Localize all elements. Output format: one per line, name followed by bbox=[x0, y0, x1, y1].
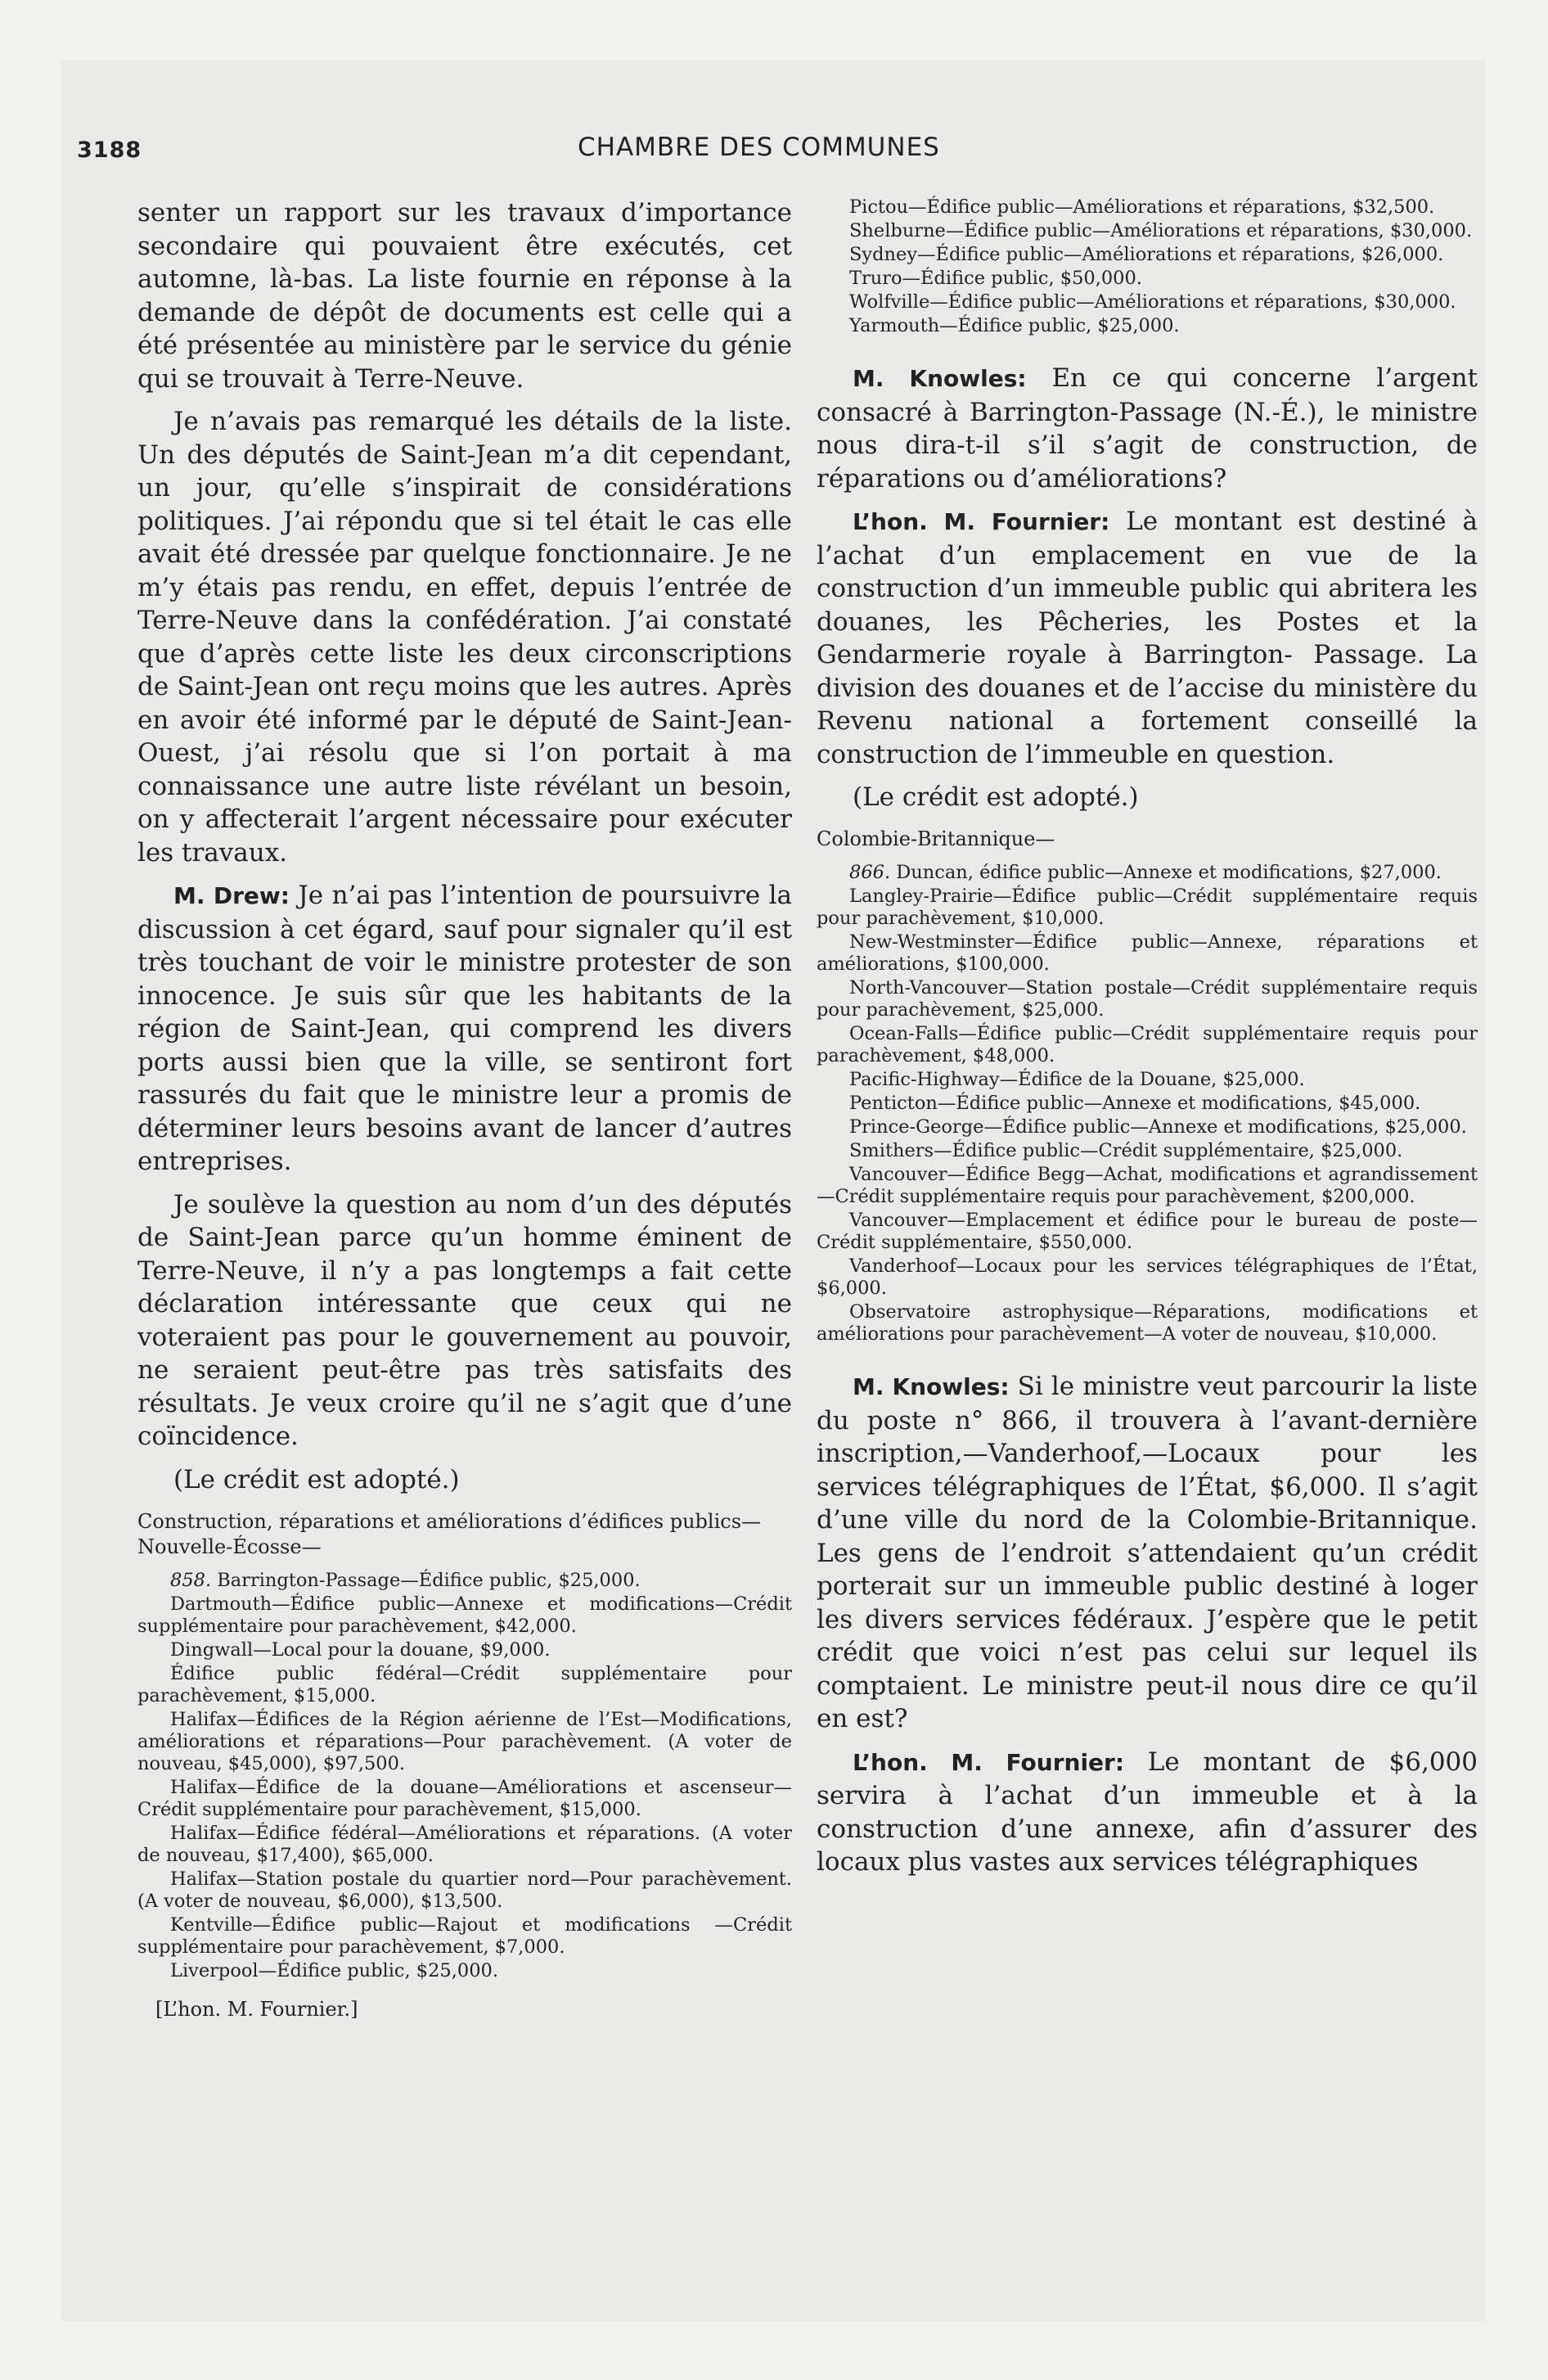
item-number: 866. bbox=[849, 862, 891, 883]
paragraph: senter un rapport sur les travaux d’importance secondaire qui pouvaient être exécutés, cet automne, là-bas. La liste fournie en réponse à la demande de dépôt de documents est celle qui a été présentée au ministère par le service du génie qui se trouvait à Terre-Neuve. bbox=[137, 198, 792, 394]
speaker-name: L’hon. M. Fournier: bbox=[853, 1748, 1125, 1776]
estimate-entry: Wolfville—Édifice public—Améliorations et réparations, $30,000. bbox=[849, 291, 1456, 313]
speaker-name: M. Knowles: bbox=[853, 365, 1027, 392]
estimate-entry: New-Westminster—Édifice public—Annexe, réparations et améliorations, $100,000. bbox=[817, 931, 1478, 975]
estimate-entry: Liverpool—Édifice public, $25,000. bbox=[170, 1959, 499, 1981]
estimate-entry: Halifax—Édifice de la douane—Améliorations et ascenseur—Crédit supplémentaire pour parachèvement, $15,000. bbox=[137, 1776, 792, 1820]
speech-text: Le montant de $6,000 servira à l’achat d’un immeuble et à la construction d’une annexe, afin d’assurer des locaux plus vastes aux services télégraphiques bbox=[817, 1747, 1478, 1877]
paragraph: Je soulève la question au nom d’un des députés de Saint-Jean parce qu’un homme éminent de Terre-Neuve, il n’y a pas longtemps a fait cette déclaration intéressante que ceux qui ne voteraient pas pour le gouvernement au pouvoir, ne seraient peut-être pas très satisfaits des résultats. Je veux croire qu’il ne s’agit que d’une coïncidence. bbox=[137, 1189, 792, 1451]
speaker-name: L’hon. M. Fournier: bbox=[853, 508, 1110, 535]
speech-text: Je n’ai pas l’intention de poursuivre la discussion à cet égard, sauf pour signaler qu’il est très touchant de voir le ministre protester de son innocence. Je suis sûr que les habitants de la région de Saint-Jean, qui comprend les divers ports aussi bien que la ville, se sentiront fort rassurés du fait que le ministre leur a promis de déterminer leurs besoins avant de lancer d’autres entreprises. bbox=[137, 881, 792, 1176]
paragraph: Je n’avais pas remarqué les détails de la liste. Un des députés de Saint-Jean m’a dit cependant, un jour, qu’elle s’inspirait de considérations politiques. J’ai répondu que si tel était le cas elle avait été dressée par quelque fonctionnaire. Je ne m’y étais pas rendu, en effet, depuis l’entrée de Terre-Neuve dans la confédération. J’ai constaté que d’après cette liste les deux circonscriptions de Saint-Jean ont reçu moins que les autres. Après en avoir été informé par le député de Saint-Jean-Ouest, j’ai résolu que si l’on portait à ma connaissance une autre liste révélant un besoin, on y affecterait l’argent nécessaire pour exécuter les travaux. bbox=[137, 407, 792, 868]
estimate-item bbox=[137, 1570, 792, 1592]
estimate-entry: Dartmouth—Édifice public—Annexe et modifications—Crédit supplémentaire pour parachèvement, $42,000. bbox=[137, 1593, 792, 1637]
estimate-entry: Langley-Prairie—Édifice public—Crédit supplémentaire requis pour parachèvement, $10,000. bbox=[817, 886, 1478, 929]
running-title: CHAMBRE DES COMMUNES bbox=[578, 133, 940, 162]
speech-knowles bbox=[817, 1370, 1478, 1736]
speech-fournier bbox=[817, 1746, 1478, 1879]
section-heading: Colombie-Britannique— bbox=[817, 827, 1055, 850]
vote-adopted-note: (Le crédit est adopté.) bbox=[173, 1464, 460, 1494]
estimate-entry: Observatoire astrophysique—Réparations, modifications et améliorations pour parachèvement—A voter de nouveau, $10,000. bbox=[817, 1301, 1478, 1345]
estimate-entry: Pictou—Édifice public—Améliorations et réparations, $32,500. bbox=[849, 196, 1435, 218]
estimate-entry: North-Vancouver—Station postale—Crédit supplémentaire requis pour parachèvement, $25,000. bbox=[817, 977, 1478, 1021]
estimate-entry: Yarmouth—Édifice public, $25,000. bbox=[849, 315, 1180, 336]
estimate-entry: Halifax—Édifice fédéral—Améliorations et réparations. (A voter de nouveau, $17,400), $65,000. bbox=[137, 1822, 792, 1866]
speech-text: Le montant est destiné à l’achat d’un emplacement en vue de la construction d’un immeuble public qui abritera les douanes, les Pêcheries, les Postes et la Gendarmerie royale à Barrington- Passage. La division des douanes et de l’accise du ministère du Revenu national a fortement conseillé la construction de l’immeuble en question. bbox=[817, 507, 1478, 769]
estimate-entry: Sydney—Édifice public—Améliorations et réparations, $26,000. bbox=[849, 244, 1444, 265]
estimate-entry: Halifax—Édifices de la Région aérienne de l’Est—Modifications, améliorations et réparations—Pour parachèvement. (A voter de nouveau, $45,000), $97,500. bbox=[137, 1708, 792, 1774]
page-number: 3188 bbox=[77, 137, 142, 163]
estimate-entry: Prince-George—Édifice public—Annexe et modifications, $25,000. bbox=[849, 1116, 1467, 1138]
estimate-entry: Vancouver—Édifice Begg—Achat, modifications et agrandissement—Crédit supplémentaire requis pour parachèvement, $200,000. bbox=[817, 1164, 1478, 1207]
right-column bbox=[817, 196, 1478, 1889]
estimate-entry: Halifax—Station postale du quartier nord—Pour parachèvement. (A voter de nouveau, $6,000), $13,500. bbox=[137, 1868, 792, 1912]
speech-text: Si le ministre veut parcourir la liste du poste n° 866, il trouvera à l’avant-dernière inscription,—Vanderhoof,—Locaux pour les services télégraphiques de l’État, $6,000. Il s’agit d’une ville du nord de la Colombie-Britannique. Les gens de l’endroit s’attendaient qu’un crédit porterait sur un immeuble public destiné à loger les divers services fédéraux. J’espère que le petit crédit que voici n’est pas celui sur lequel ils comptaient. Le ministre peut-il nous dire ce qu’il en est? bbox=[817, 1372, 1478, 1733]
page-header bbox=[77, 133, 1026, 178]
estimate-entry: Dingwall—Local pour la douane, $9,000. bbox=[170, 1639, 551, 1661]
item-text: Duncan, édifice public—Annexe et modifications, $27,000. bbox=[896, 862, 1442, 883]
estimate-item bbox=[817, 862, 1478, 884]
estimate-entry: Vanderhoof—Locaux pour les services télégraphiques de l’État, $6,000. bbox=[817, 1255, 1478, 1299]
speech-knowles bbox=[817, 362, 1478, 495]
speech-fournier bbox=[817, 505, 1478, 771]
estimate-entry: Édifice public fédéral—Crédit supplémentaire pour parachèvement, $15,000. bbox=[137, 1662, 792, 1706]
estimate-entry: Ocean-Falls—Édifice public—Crédit supplémentaire requis pour parachèvement, $48,000. bbox=[817, 1023, 1478, 1066]
estimate-entry: Shelburne—Édifice public—Améliorations et réparations, $30,000. bbox=[849, 220, 1473, 241]
left-column bbox=[137, 196, 792, 2022]
section-heading: Construction, réparations et améliorations d’édifices publics—Nouvelle-Écosse— bbox=[137, 1509, 762, 1558]
speaker-attribution: [L’hon. M. Fournier.] bbox=[155, 1997, 358, 2021]
speech-drew bbox=[137, 879, 792, 1179]
estimate-entry: Truro—Édifice public, $50,000. bbox=[849, 268, 1142, 289]
estimate-entry: Vancouver—Emplacement et édifice pour le bureau de poste—Crédit supplémentaire, $550,000. bbox=[817, 1210, 1478, 1253]
speech-text: En ce qui concerne l’argent consacré à Barrington-Passage (N.-É.), le ministre nous dira-t-il s’il s’agit de construction, de réparations ou d’améliorations? bbox=[817, 363, 1478, 494]
item-number: 858. bbox=[170, 1569, 212, 1591]
estimate-entry: Kentville—Édifice public—Rajout et modifications —Crédit supplémentaire pour parachèvement, $7,000. bbox=[137, 1913, 792, 1958]
estimate-entry: Pacific-Highway—Édifice de la Douane, $25,000. bbox=[849, 1069, 1305, 1090]
estimate-entry: Penticton—Édifice public—Annexe et modifications, $45,000. bbox=[849, 1093, 1421, 1114]
speaker-name: M. Drew: bbox=[173, 882, 290, 909]
estimate-entry: Smithers—Édifice public—Crédit supplémentaire, $25,000. bbox=[849, 1140, 1403, 1161]
vote-adopted-note: (Le crédit est adopté.) bbox=[853, 782, 1139, 812]
item-text: Barrington-Passage—Édifice public, $25,000. bbox=[217, 1569, 641, 1591]
speaker-name: M. Knowles: bbox=[853, 1373, 1010, 1400]
